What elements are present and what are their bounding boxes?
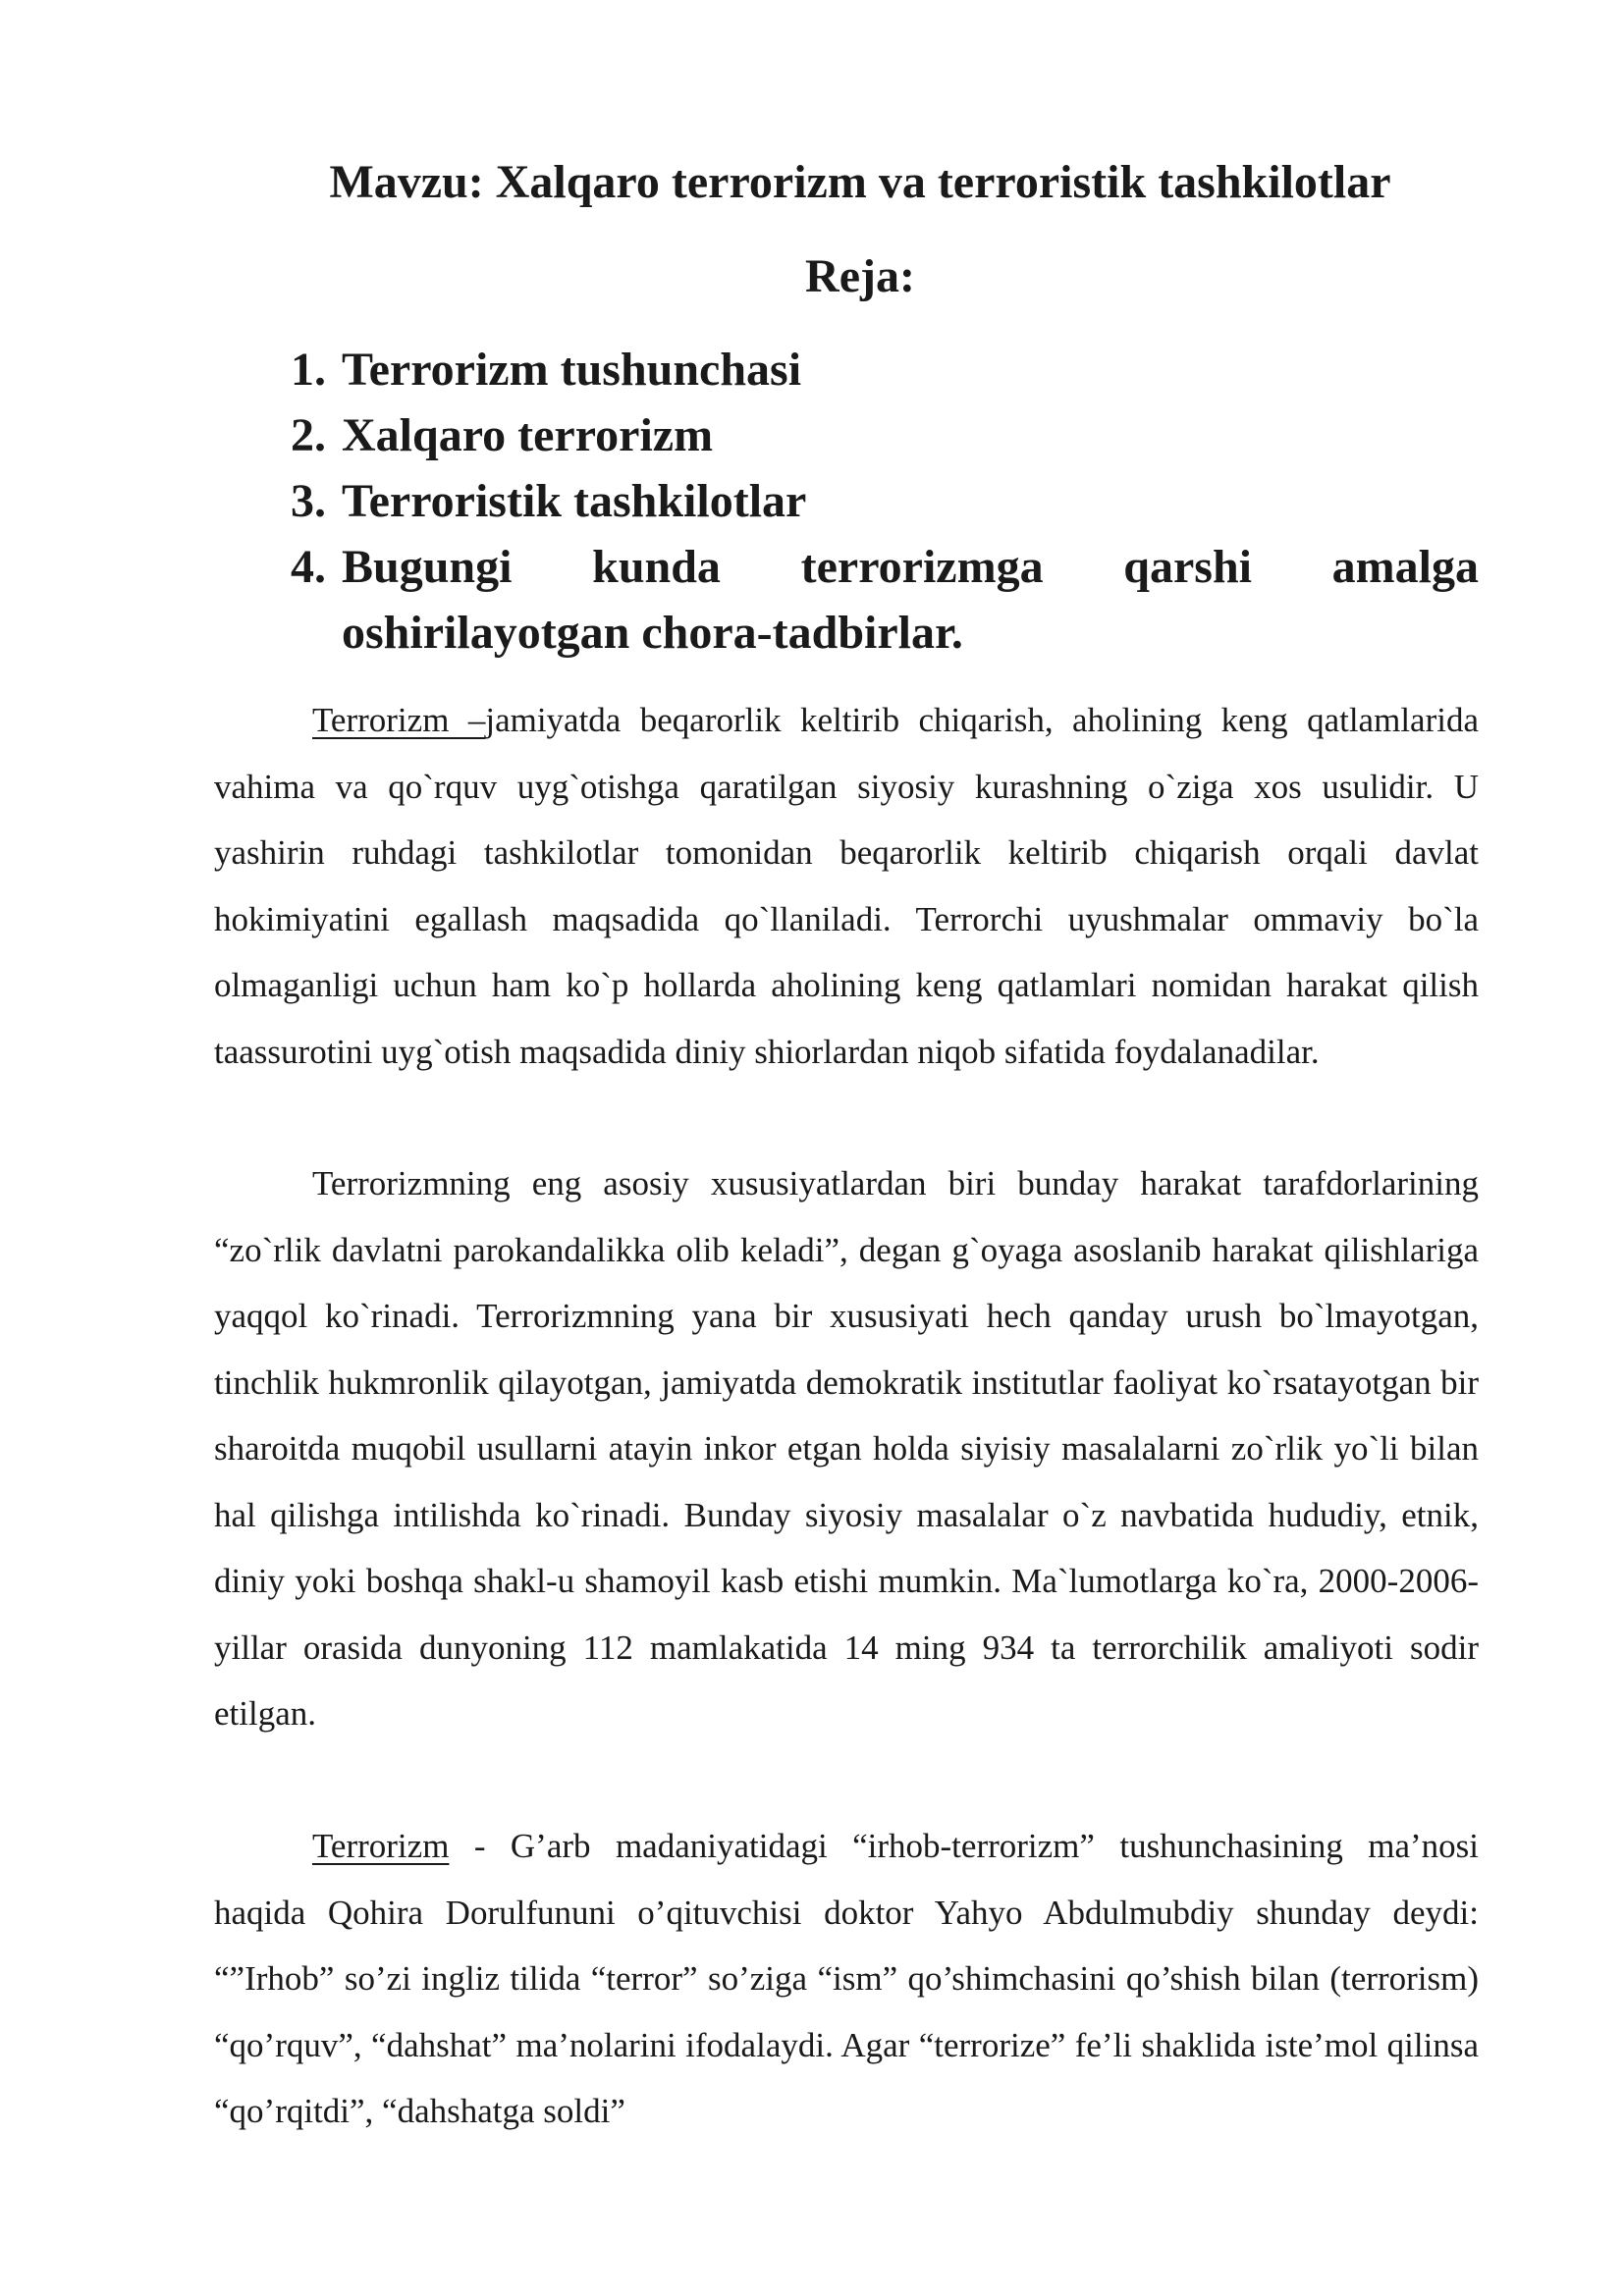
- plan-item-number: 2.: [291, 409, 326, 461]
- plan-item-number: 3.: [291, 475, 326, 527]
- plan-heading: Reja:: [805, 250, 915, 302]
- plan-item-text: Bugungi kunda terrorizmga qarshi amalga oshirilayotgan chora-tadbirlar.: [342, 541, 1479, 659]
- body-paragraph: [214, 1813, 1479, 2145]
- plan-item-text: Terrorizm tushunchasi: [342, 344, 802, 396]
- plan-item-text: Xalqaro terrorizm: [342, 409, 714, 461]
- paragraph-text: Terrorizmning eng asosiy xususiyatlardan biri bunday harakat tarafdorlarining “zo`rlik davlatni parokandalikka olib keladi”, degan g`oyaga asoslanib harakat qilishlariga yaqqol ko`rinadi. Terrorizmning yana bir xususiyati hech qanday urush bo`lmayotgan, tinchlik hukmronlik qilayotgan, jamiyatda demokratik institutlar faoliyat ko`rsatayotgan bir sharoitda muqobil usullarni atayin inkor etgan holda siyisiy masalalarni zo`rlik yo`li bilan hal qilishga intilishda ko`rinadi. Bunday siyosiy masalalar o`z navbatida hududiy, etnik, diniy yoki boshqa shakl-u shamoyil kasb etishi mumkin. Ma`lumotlarga ko`ra, 2000-2006-yillar orasida dunyoning 112 mamlakatida 14 ming 934 ta terrorchilik amaliyoti sodir etilgan.: [214, 1164, 1479, 1733]
- paragraph-text: - G’arb madaniyatidagi “irhob-terrorizm” tushunchasining ma’nosi haqida Qohira Dorulfununi o’qituvchisi doktor Yahyo Abdulmubdiy shunday deydi: “”Irhob” so’zi ingliz tilida “terror” so’ziga “ism” qo’shimchasini qo’shish bilan (terrorism) “qo’rquv”, “dahshat” ma’nolarini ifodalaydi. Agar “terrorize” fe’li shaklida iste’mol qilinsa “qo’rqitdi”, “dahshatga soldi”: [214, 1827, 1479, 2130]
- plan-item: [291, 337, 1479, 402]
- document-title: Mavzu: Xalqaro terrorizm va terroristik tashkilotlar: [329, 156, 1391, 208]
- plan-item-number: 4.: [291, 541, 326, 593]
- plan-item-number: 1.: [291, 344, 326, 396]
- plan-item: [291, 534, 1479, 666]
- plan-item: [291, 402, 1479, 468]
- plan-list: [291, 337, 1479, 666]
- plan-item-text: Terroristik tashkilotlar: [342, 475, 807, 527]
- plan-item: [291, 468, 1479, 534]
- paragraph-text: jamiyatda beqarorlik keltirib chiqarish, aholining keng qatlamlarida vahima va qo`rquv uyg`otishga qaratilgan siyosiy kurashning o`ziga xos usulidir. U yashirin ruhdagi tashkilotlar tomonidan beqarorlik keltirib chiqarish orqali davlat hokimiyatini egallash maqsadida qo`llaniladi. Terrorchi uyushmalar ommaviy bo`la olmaganligi uchun ham ko`p hollarda aholining keng qatlamlari nomidan harakat qilish taassurotini uyg`otish maqsadida diniy shiorlardan niqob sifatida foydalanadilar.: [214, 701, 1479, 1071]
- body-paragraph: [214, 1150, 1479, 1747]
- term-terrorizm: Terrorizm –: [312, 701, 486, 739]
- body-paragraph: [214, 687, 1479, 1085]
- term-terrorizm: Terrorizm: [312, 1827, 450, 1865]
